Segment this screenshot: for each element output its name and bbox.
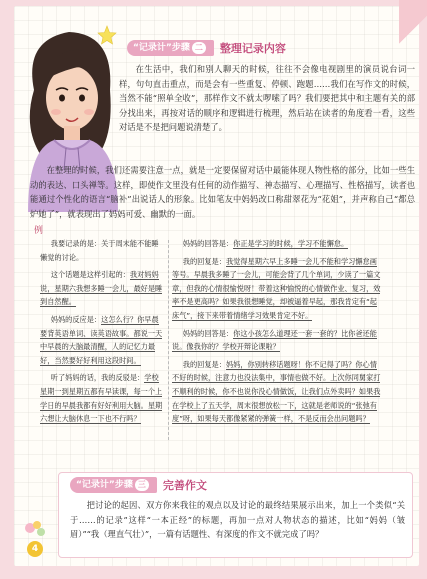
page-corner-decoration: [399, 0, 427, 60]
step3-text: [70, 498, 405, 542]
example-mark: 例: [34, 226, 44, 236]
right-para-1: 我的回复是：我觉得星期六早上多睡一会儿不能和学习懈怠画等号。早晨我多睡了一会儿，可能会背了几个单词，少读了一篇文章，但我的心情很愉悦呀！带着这种愉悦的心情做作业、复习，效率不是更高吗？如果我很想睡觉，却被逼着早起，那我肯定有“起床气”，接下来带着情绪学习效果肯定不好。: [172, 256, 381, 320]
page-number: 4: [27, 541, 43, 557]
right-para-0: 妈妈的回答是：你正是学习的时候，学习不能懈怠。: [182, 239, 349, 248]
step3-paragraph: 把讨论的起因、双方你来我往的观点以及讨论的最终结果展示出来，加上一个类似“关于……的记录”这样“一本正经”的标题，再加一点对人物状态的描述，比如“妈妈（皱眉）”“我（理直气壮）”，一篇有话题性、有深度的作文不就完成了吗？: [70, 500, 405, 539]
section-header-step2: [127, 39, 286, 57]
left-para-1: 这个话题是这样引起的：我对妈妈说，星期六我想多睡一会儿，最好是睡到自然醒。: [40, 270, 163, 307]
step-tag-3: “记录计”步骤 三: [70, 477, 157, 493]
intro-paragraph: 在生活中，我们和别人聊天的时候，往往不会像电视剧里的演员说台词一样，句句直击重点，而是会有一些重复、停顿、跑题……我们在写作文的时候，当然不能“照单全收”，那样作文不就太啰嗦了吗？我们要把其中和主题有关的部分找出来，再按对话的顺序和逻辑进行梳理，然后站在读者的角度看一看，这些对话是不是把问题说清楚了。: [119, 64, 415, 132]
flower-icon: [22, 518, 48, 540]
star-icon: [97, 25, 117, 45]
left-para-0: 我要记录的是：关于周末能不能睡懒觉的讨论。: [40, 239, 159, 262]
section-title-3: 完善作文: [162, 479, 207, 492]
section-header-step3: [70, 477, 207, 493]
intro-paragraph-2: 在整理的时候，我们还需要注意一点，就是一定要保留对话中最能体现人物性格的部分，比如一些生动的表达、口头禅等。这样，即使作文里没有任何的动作描写、神态描写、心理描写、性格描写，读者也能通过个性化的语言“脑补”出说话人的形象。比如笔友中妈妈改口称甜翠花为“花姐”，并声称自己“都总炉她了”，就表现出了妈妈可爱、幽默的一面。: [30, 165, 415, 219]
column-divider: [168, 240, 169, 440]
left-para-3: 听了妈妈的话，我的反驳是：学校星期一到星期五都有早读课，每一个上学日的早晨我都有好好利用大脑。星期六想让大脑休息一下也不行吗？: [40, 373, 163, 424]
right-para-3: 我的回复是：妈妈，你别转移话题呀！你不记得了吗？你心情不好的时候，注意力也没法集中，事情也做不好。上次你同舅家打不顺利的时候，你不也说你没心情做饭，让我们点外卖吗？如果我在学校上了五天学，周末很想放松一下，这就是老师说的“张弛有度”呀，如果每天都像紧紧的弹簧一样，不是反而会出问题吗？: [172, 359, 381, 424]
left-para-2: 妈妈的反应是：这怎么行？你早晨要背英语单词、读英语故事。都说一天中早晨的大脑最清醒，人的记忆力最好，当然要好好利用这段时间。: [40, 314, 163, 365]
example-right-column: [172, 237, 382, 430]
step-tag: “记录计”步骤 二: [127, 40, 214, 56]
section-title: 整理记录内容: [219, 42, 286, 55]
intro-text: [119, 62, 415, 135]
intro-text-2: [30, 163, 415, 221]
right-para-2: 妈妈的回答是：你这小孩怎么道理还一套一套的？比你爸还能说。像我你的？学校开辩论课啦？: [172, 328, 377, 352]
example-left-column: [40, 237, 165, 430]
